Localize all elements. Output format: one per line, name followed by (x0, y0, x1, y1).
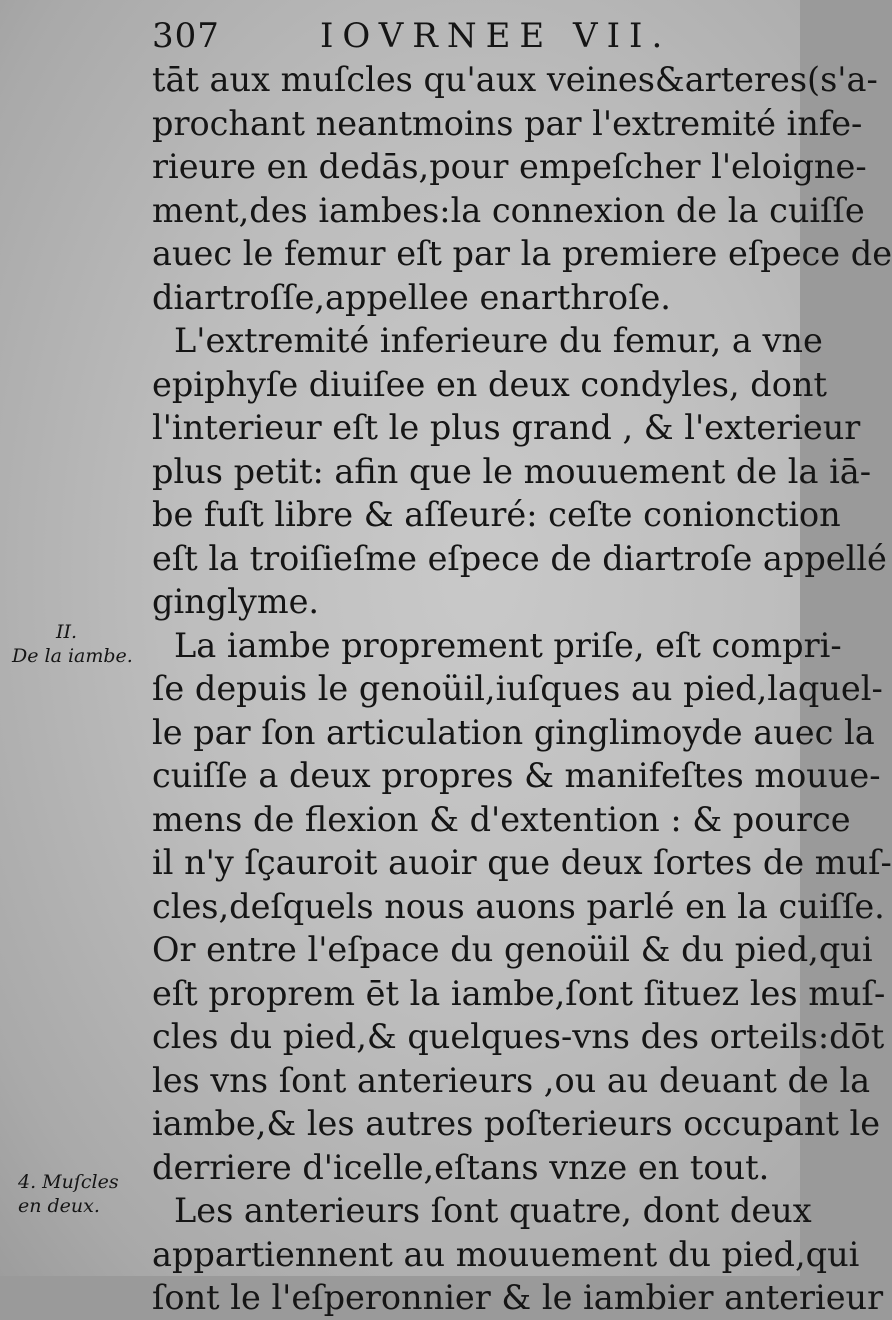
text-line: Or entre l'eſpace du genoüil & du pied,qui (152, 930, 873, 969)
text-line: cles du pied,& quelques-vns des orteils:dōt (152, 1017, 885, 1056)
text-line: eſt la troiſieſme eſpece de diartroſe appellé (152, 538, 887, 578)
margin-note-la-iambe (12, 620, 142, 668)
text-line: ginglyme. (152, 582, 320, 621)
margin-note-muscles (12, 1170, 142, 1218)
text-line: ſe depuis le genoüil,iuſques au pied,laquel- (152, 669, 883, 708)
text-line: l'interieur eſt le plus grand , & l'exterieur (152, 408, 861, 447)
text-line: eſt proprem ēt la iambe,ſont ſituez les muſ- (152, 973, 886, 1013)
text-line: mens de flexion & d'extention : & pource (152, 799, 851, 839)
margin-note-number: II. (56, 621, 78, 643)
text-line: appartiennent au mouuement du pied,qui (152, 1234, 860, 1274)
margin-note-text: De la iambe. (12, 645, 133, 667)
text-line: diartroſſe,appellee enarthroſe. (152, 277, 671, 317)
margin-note-text: en deux. (18, 1195, 100, 1217)
page-header (152, 14, 780, 58)
text-line: plus petit: afin que le mouuement de la iā- (152, 451, 872, 491)
text-line: le par ſon articulation ginglimoyde auec la (152, 712, 875, 752)
text-line: prochant neantmoins par l'extremité infe- (152, 103, 863, 143)
text-line: be fuſt libre & aſſeuré: ceſte conionction (152, 495, 841, 534)
text-line: ment,des iambes:la connexion de la cuiſſe (152, 190, 865, 230)
paragraph-start-line: La iambe proprement priſe, eſt compri- (174, 625, 842, 665)
body-text (152, 58, 892, 1320)
text-line: rieure en dedās,pour empeſcher l'eloigne- (152, 147, 867, 186)
text-line: epiphyſe diuiſee en deux condyles, dont (152, 364, 827, 404)
paragraph-start-line: Les anterieurs ſont quatre, dont deux (174, 1191, 812, 1230)
page-number: 307 (152, 16, 220, 56)
text-line: cuiſſe a deux propres & manifeſtes mouue- (152, 756, 881, 795)
text-line: il n'y ſçauroit auoir que deux ſortes de muſ- (152, 843, 892, 882)
text-line: cles,deſquels nous auons parlé en la cuiſſe. (152, 886, 885, 926)
paragraph-start-line: L'extremité inferieure du femur, a vne (174, 321, 823, 360)
text-line: derriere d'icelle,eſtans vnze en tout. (152, 1147, 770, 1187)
margin-note-text: 4. Muſcles (18, 1171, 119, 1193)
text-line: auec le femur eſt par la premiere eſpece de (152, 234, 892, 273)
text-line: tāt aux muſcles qu'aux veines&arteres(s'a- (152, 60, 878, 99)
text-line: ſont le l'eſperonnier & le iambier anterieur (152, 1278, 884, 1317)
text-line: iambe,& les autres poſterieurs occupant le (152, 1104, 881, 1143)
text-line: les vns ſont anterieurs ,ou au deuant de la (152, 1060, 871, 1100)
running-head: IOVRNEE VII. (320, 16, 672, 56)
